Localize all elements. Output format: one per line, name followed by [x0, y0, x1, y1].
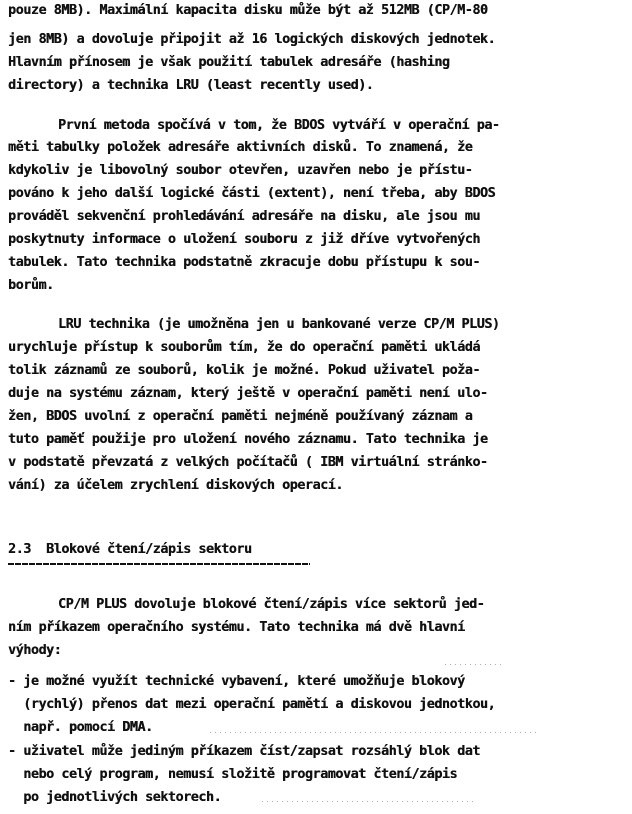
- text-line: výhody:: [8, 643, 62, 658]
- scan-noise: [210, 732, 540, 733]
- text-line: kdykoliv je libovolný soubor otevřen, uzavřen nebo je přístu-: [8, 163, 473, 178]
- text-line: tuto paměť použije pro uložení nového záznamu. Tato technika je: [8, 432, 488, 447]
- list-item-continuation: (rychlý) přenos dat mezi operační pamětí a diskovou jednotkou,: [8, 697, 496, 712]
- text-line: pováno k jeho další logické části (extent), není třeba, aby BDOS: [8, 186, 496, 201]
- text-line: ním příkazem operačního systému. Tato technika má dvě hlavní: [8, 620, 465, 635]
- text-line: pouze 8MB). Maximální kapacita disku může být až 512MB (CP/M-80: [8, 3, 488, 18]
- text-line: prováděl sekvenční prohledávání adresáře na disku, ale jsou mu: [8, 209, 480, 224]
- text-line: tabulek. Tato technika podstatně zkracuje dobu přístupu k sou-: [8, 255, 480, 270]
- text-line: První metoda spočívá v tom, že BDOS vytváří v operační pa-: [58, 118, 500, 133]
- list-item: - uživatel může jediným příkazem číst/zapsat rozsáhlý blok dat: [8, 744, 480, 759]
- text-line: LRU technika (je umožněna jen u bankované verze CP/M PLUS): [58, 317, 500, 332]
- scan-noise: [445, 664, 505, 665]
- text-line: Hlavním přínosem je však použití tabulek adresáře (hashing: [8, 55, 450, 70]
- list-item-continuation: nebo celý program, nemusí složitě programovat čtení/zápis: [8, 767, 458, 782]
- text-line: měti tabulky položek adresáře aktivních disků. To znamená, že: [8, 140, 473, 155]
- list-item-continuation: např. pomocí DMA.: [8, 720, 153, 735]
- section-heading: 2.3 Blokové čtení/zápis sektoru: [8, 542, 252, 557]
- text-line: tolik záznamů ze souborů, kolik je možné. Pokud uživatel poža-: [8, 363, 480, 378]
- text-line: poskytnuty informace o uložení souboru z již dříve vytvořených: [8, 232, 480, 247]
- text-line: directory) a technika LRU (least recently used).: [8, 78, 374, 93]
- text-line: v podstatě převzatá z velkých počítačů ( IBM virtuální stránko-: [8, 455, 488, 470]
- text-line: CP/M PLUS dovoluje blokové čtení/zápis více sektorů jed-: [58, 597, 485, 612]
- list-item-continuation: po jednotlivých sektorech.: [8, 790, 222, 805]
- text-line: urychluje přístup k souborům tím, že do operační paměti ukládá: [8, 340, 480, 355]
- text-line: jen 8MB) a dovoluje připojit až 16 logických diskových jednotek.: [8, 32, 496, 47]
- text-line: žen, BDOS uvolní z operační paměti nejméně používaný záznam a: [8, 409, 473, 424]
- text-line: duje na systému záznam, který ještě v operační paměti není ulo-: [8, 386, 488, 401]
- text-line: borům.: [8, 278, 54, 293]
- scan-noise: [262, 801, 477, 802]
- heading-underline: [8, 563, 310, 565]
- list-item: - je možné využít technické vybavení, které umožňuje blokový: [8, 674, 465, 689]
- text-line: vání) za účelem zrychlení diskových operací.: [8, 478, 343, 493]
